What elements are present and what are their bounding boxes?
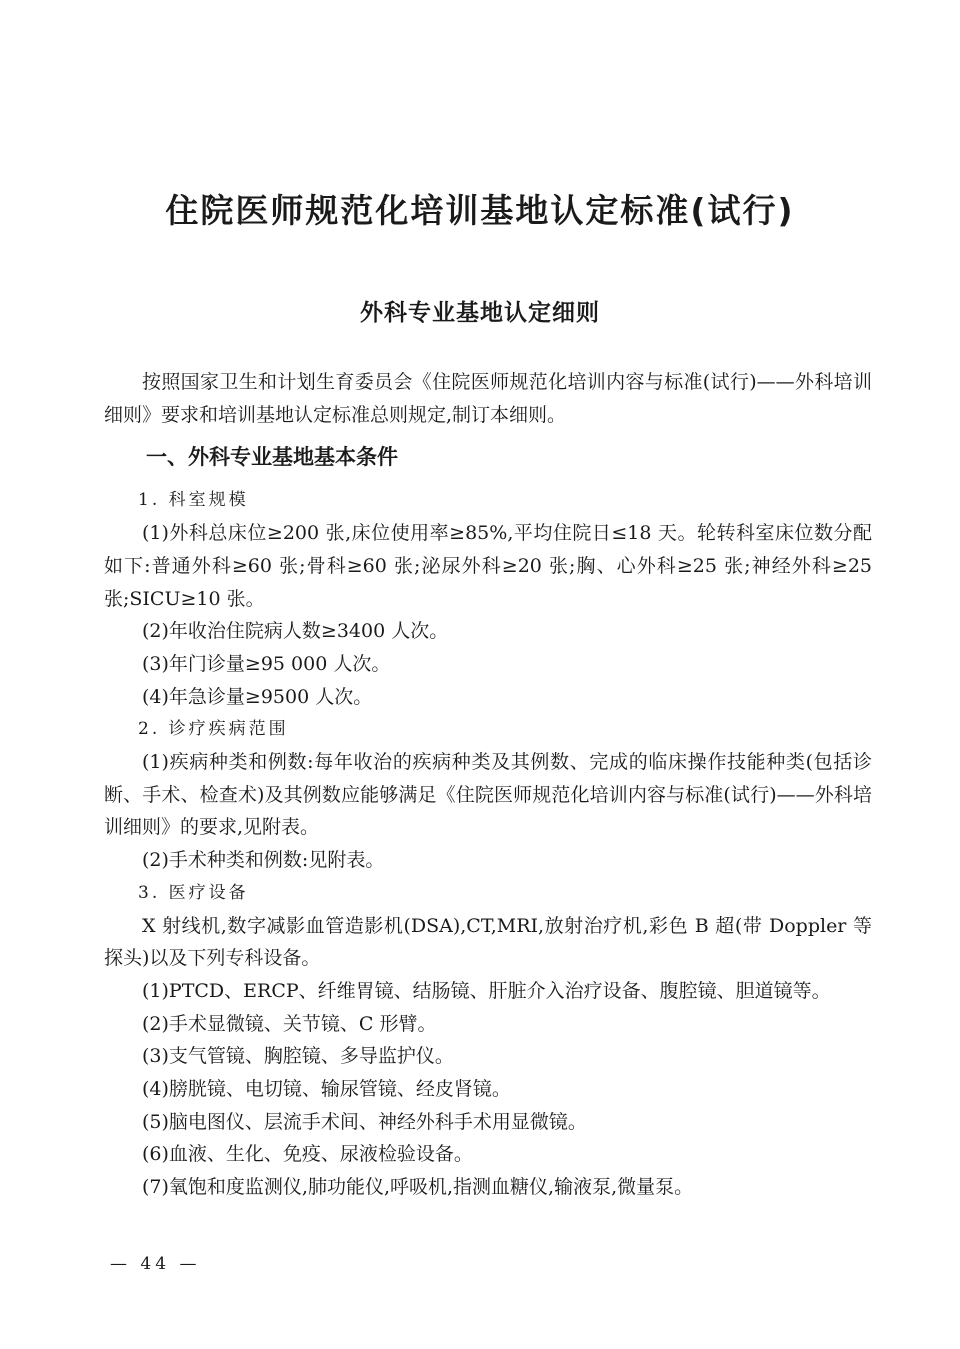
equipment-item-eeg: (5)脑电图仪、层流手术间、神经外科手术用显微镜。 xyxy=(142,1110,587,1133)
document-title: 住院医师规范化培训基地认定标准(试行) xyxy=(165,191,795,230)
scale-item-inpatients: (2)年收治住院病人数≥3400 人次。 xyxy=(142,620,449,643)
equipment-item-endoscopy: (1)PTCD、ERCP、纤维胃镜、结肠镜、肝脏介入治疗设备、腹腔镜、胆道镜等。 xyxy=(142,979,831,1002)
intro-paragraph: 按照国家卫生和计划生育委员会《住院医师规范化培训内容与标准(试行)——外科培训细则》要求和培训基地认定标准总则规定,制订本细则。 xyxy=(104,371,872,426)
scale-item-emergency: (4)年急诊量≥9500 人次。 xyxy=(142,685,373,708)
document-subtitle: 外科专业基地认定细则 xyxy=(360,300,600,326)
subsection-heading-department-scale: 1. 科室规模 xyxy=(138,490,249,511)
subsection-heading-equipment: 3. 医疗设备 xyxy=(138,882,249,903)
scope-item-disease-types: (1)疾病种类和例数:每年收治的疾病种类及其例数、完成的临床操作技能种类(包括诊断、手术、检查术)及其例数应能够满足《住院医师规范化培训内容与标准(试行)——外科培训细则》的要求,见附表。 xyxy=(104,751,872,839)
equipment-intro: X 射线机,数字减影血管造影机(DSA),CT,MRI,放射治疗机,彩色 B 超(带 Doppler 等探头)以及下列专科设备。 xyxy=(104,914,872,970)
equipment-item-bronchoscope: (3)支气管镜、胸腔镜、多导监护仪。 xyxy=(142,1045,454,1068)
equipment-item-microscope: (2)手术显微镜、关节镜、C 形臂。 xyxy=(142,1012,437,1035)
scale-item-outpatients: (3)年门诊量≥95 000 人次。 xyxy=(142,652,391,675)
subsection-heading-disease-scope: 2. 诊疗疾病范围 xyxy=(138,719,289,740)
equipment-item-cystoscope: (4)膀胱镜、电切镜、输尿管镜、经皮肾镜。 xyxy=(142,1078,511,1101)
document-body xyxy=(104,366,872,1204)
equipment-item-monitoring: (7)氧饱和度监测仪,肺功能仪,呼吸机,指测血糖仪,输液泵,微量泵。 xyxy=(142,1176,694,1199)
equipment-item-lab: (6)血液、生化、免疫、尿液检验设备。 xyxy=(142,1143,473,1166)
scope-item-surgery-types: (2)手术种类和例数:见附表。 xyxy=(142,849,385,872)
page-number: — 44 — xyxy=(110,1254,201,1274)
section-heading-basic-conditions: 一、外科专业基地基本条件 xyxy=(146,445,398,470)
scale-item-beds: (1)外科总床位≥200 张,床位使用率≥85%,平均住院日≤18 天。轮转科室床位数分配如下:普通外科≥60 张;骨科≥60 张;泌尿外科≥20 张;胸、心外科≥25 张;神经外科≥25 张;SICU≥10 张。 xyxy=(104,522,872,610)
